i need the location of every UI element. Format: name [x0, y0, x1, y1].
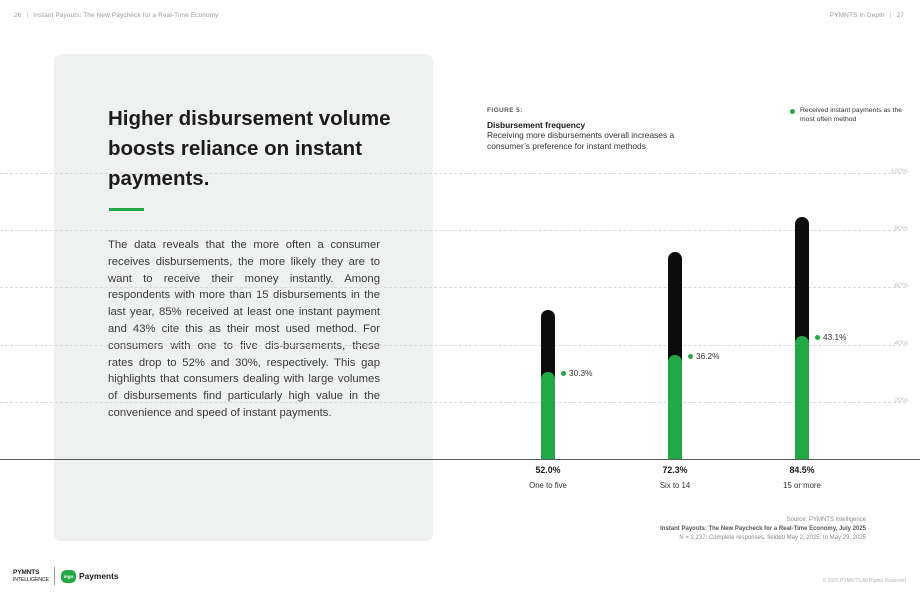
figure-title: Disbursement frequency: [487, 120, 586, 130]
y-tick-label: 80%: [894, 225, 908, 233]
partner-name: Payments: [79, 571, 119, 581]
y-tick-label: 60%: [894, 282, 908, 290]
data-label-most-often: 43.1%: [823, 331, 847, 342]
source-line: Source: PYMNTS Intelligence: [786, 517, 866, 523]
chart-legend: [790, 107, 910, 124]
data-label-dot-icon: [815, 335, 820, 340]
copyright: © 2025 PYMNTS All Rights Reserved: [822, 578, 906, 584]
page-number-left: 26: [14, 12, 22, 19]
y-tick-label: 40%: [894, 339, 908, 347]
source-report: Instant Payouts: The New Paycheck for a Real-Time Economy, July 2025: [660, 526, 866, 532]
page-number-right: 27: [896, 12, 904, 19]
gridline: [0, 230, 906, 231]
header-separator: |: [26, 12, 29, 19]
bar-most-often: [668, 355, 682, 459]
report-title: Instant Payouts: The New Paycheck for a Real-Time Economy: [33, 12, 219, 19]
gridline: [0, 402, 906, 403]
running-header-left: [14, 12, 218, 19]
x-category-label: Six to 14: [659, 481, 691, 490]
running-header-right: [830, 12, 904, 19]
source-sample: N = 2,237: Complete responses, fielded May 2, 2025, to May 29, 2025: [679, 535, 866, 541]
logo-line1: PYMNTS: [13, 569, 40, 576]
figure-label: FIGURE 5:: [487, 107, 523, 114]
x-category-label: 15 or more: [783, 481, 821, 490]
data-label-total: 84.5%: [789, 465, 815, 475]
data-label-dot-icon: [688, 354, 693, 359]
legend-entry: Received instant payments as the most often method: [800, 107, 903, 123]
series-title: PYMNTS In Depth: [829, 12, 885, 19]
accent-rule: [109, 208, 144, 211]
logo-divider: [54, 567, 55, 585]
partner-badge-icon: ingo: [61, 570, 76, 583]
gridline: [0, 287, 906, 288]
gridline: [0, 173, 906, 174]
y-tick-label: 100%: [890, 168, 908, 175]
bar-most-often: [795, 336, 809, 459]
data-label-total: 52.0%: [535, 465, 561, 475]
gridline: [0, 345, 906, 346]
x-category-label: One to five: [529, 481, 567, 490]
data-label-dot-icon: [561, 371, 566, 376]
chart-baseline: [0, 459, 920, 460]
body-paragraph: The data reveals that the more often a consumer receives disbursements, the more likely they are to want to receive their money instantly. Among respondents with more than 15 disbursements in the last year, 85% received at least one instant payment and 43% cite this as their most used method. For consumers with one to five dis-bursements, these rates drop to 52% and 30%, respectively. This gap highlights that consumers dealing with large volumes of disbursements find particularly high value in the convenience and speed of instant payments.: [108, 239, 380, 419]
text-panel: [54, 54, 433, 541]
y-tick-label: 20%: [894, 396, 908, 404]
header-separator: |: [889, 12, 892, 19]
figure-subtitle: Receiving more disbursements overall increases a consumer’s preference for instant methods: [487, 130, 675, 151]
source-note: [660, 516, 866, 543]
data-label-total: 72.3%: [662, 465, 688, 475]
data-label-most-often: 30.3%: [569, 368, 593, 379]
data-label-most-often: 36.2%: [696, 351, 720, 362]
logo-line2: INTELLIGENCE: [13, 576, 49, 583]
bar-most-often: [541, 372, 555, 459]
legend-green-dot-icon: [790, 109, 795, 114]
section-heading: Higher disbursement volume boosts reliance on instant payments.: [108, 107, 391, 190]
pymnts-logo: [13, 570, 49, 583]
